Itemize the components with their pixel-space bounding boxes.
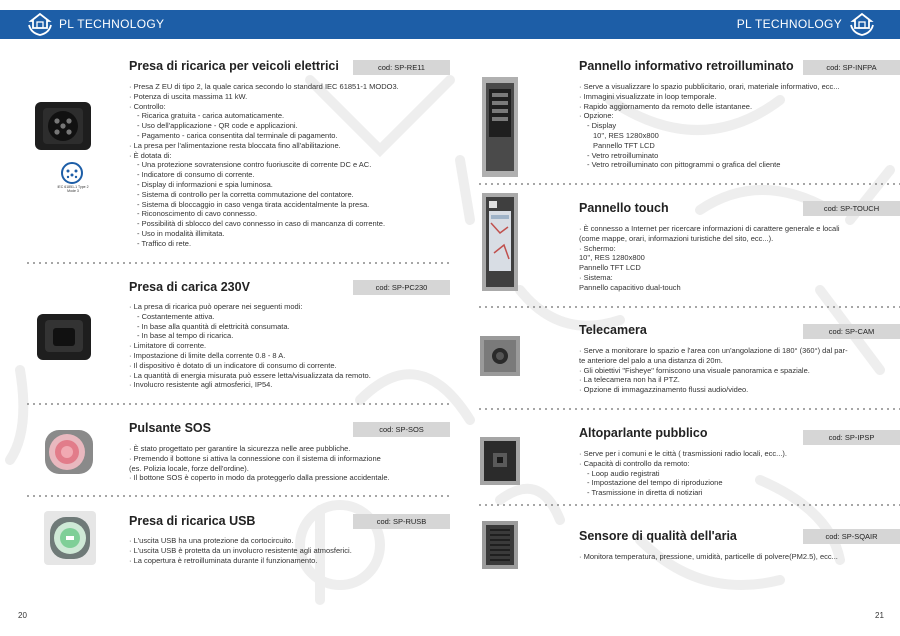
- header-right: [450, 10, 900, 39]
- house-hands-logo-icon: [27, 11, 53, 37]
- description-line: - Vetro retroilluminato con pittogrammi o grafica del cliente: [587, 160, 781, 170]
- usb-socket-icon: [42, 509, 98, 567]
- house-hands-logo-icon: [849, 11, 875, 37]
- product-code: cod: SP-PC230: [353, 280, 450, 295]
- section-description: [579, 346, 848, 395]
- description-line: 10'', RES 1280x800: [579, 253, 645, 263]
- description-line: · La presa per l'alimentazione resta bloccata fino all'abilitazione.: [129, 140, 341, 150]
- description-line: · Immagini visualizzate in loop temporale.: [579, 91, 717, 101]
- description-line: - Ricarica gratuita - carica automaticamente.: [137, 111, 285, 121]
- description-line: · Rapido aggiornamento da remoto delle istantanee.: [579, 101, 753, 111]
- description-line: te anteriore del palo a una distanza di 20m.: [579, 355, 723, 365]
- section-title: Pannello touch: [579, 201, 669, 215]
- product-code: cod: SP-RUSB: [353, 514, 450, 529]
- product-code: cod: SP-SQAIR: [803, 529, 900, 544]
- page-number: 21: [875, 611, 884, 620]
- section-description: [579, 82, 840, 170]
- section-divider: [25, 495, 450, 497]
- product-code: cod: SP-INFPA: [803, 60, 900, 75]
- description-line: · È stato progettato per garantire la sicurezza nelle aree pubbliche.: [129, 444, 351, 453]
- section-description: [129, 536, 352, 565]
- section-divider: [25, 403, 450, 405]
- description-line: - Display: [587, 121, 617, 131]
- section-title: Pannello informativo retroilluminato: [579, 59, 794, 73]
- brand-name: PL TECHNOLOGY: [736, 17, 842, 31]
- description-line: · La presa di ricarica può operare nei seguenti modi:: [129, 302, 303, 311]
- description-line: - Loop audio registrati: [587, 468, 660, 478]
- description-line: - Pagamento - carica consentita dal terminale di pagamento.: [137, 130, 338, 140]
- description-line: - Una protezione sovratensione contro fuoriuscite di corrente DC e AC.: [137, 160, 372, 170]
- product-code: cod: SP-TOUCH: [803, 201, 900, 216]
- description-line: · Limitatore di corrente.: [129, 341, 207, 351]
- description-line: - Display di informazioni e spia luminosa.: [137, 179, 273, 189]
- description-line: · Il dispositivo è dotato di un indicatore di consumo di corrente.: [129, 360, 337, 370]
- description-line: · Premendo il bottone si attiva la connessione con il sistema di informazione: [129, 453, 381, 463]
- section-description: [129, 444, 390, 483]
- description-line: Pannello TFT LCD: [579, 263, 641, 273]
- description-line: · L'uscita USB è protetta da un involucro resistente agli atmosferici.: [129, 545, 352, 555]
- section-divider: [477, 306, 900, 308]
- section-title: Telecamera: [579, 323, 647, 337]
- description-line: - Impostazione del tempo di riproduzione: [587, 478, 723, 488]
- camera-icon: [479, 336, 521, 376]
- section-title: Altoparlante pubblico: [579, 426, 708, 440]
- description-line: - In base alla quantità di elettricità consumata.: [137, 321, 290, 331]
- description-line: · Il bottone SOS è coperto in modo da proteggerlo dalla pressione accidentale.: [129, 473, 390, 483]
- description-line: · La quantità di energia misurata può essere letta/visualizzata da remoto.: [129, 370, 371, 380]
- description-line: - Trasmissione in diretta di notiziari: [587, 488, 703, 498]
- page-number: 20: [18, 611, 27, 620]
- description-line: Pannello capacitivo dual-touch: [579, 282, 681, 292]
- sos-button-icon: [43, 428, 95, 476]
- description-line: · Sistema:: [579, 272, 613, 282]
- section-description: [579, 224, 840, 293]
- description-line: - Indicatore di consumo di corrente.: [137, 170, 255, 180]
- section-description: [129, 82, 399, 249]
- air-quality-sensor-icon: [480, 521, 520, 569]
- section-description: [579, 449, 787, 498]
- description-line: · Potenza di uscita massima 11 kW.: [129, 91, 248, 101]
- product-code: cod: SP-IPSP: [803, 430, 900, 445]
- type2-connector-badge-icon: [59, 162, 85, 184]
- description-line: (come mappe, orari, informazioni turistiche del sito, ecc...).: [579, 233, 774, 243]
- description-line: - Possibilità di sblocco del cavo connesso in caso di mancanza di corrente.: [137, 219, 386, 229]
- description-line: 10'', RES 1280x800: [593, 130, 659, 140]
- section-divider: [25, 262, 450, 264]
- section-title: Sensore di qualità dell'aria: [579, 529, 737, 543]
- section-title: Pulsante SOS: [129, 421, 211, 435]
- description-line: · Serve a monitorare lo spazio e l'area con un'angolazione di 180° (360°) dal par-: [579, 346, 848, 355]
- description-line: - Sistema di controllo per la corretta commutazione del contatore.: [137, 189, 354, 199]
- power-socket-icon: [33, 312, 95, 362]
- section-divider: [477, 408, 900, 410]
- product-code: cod: SP-SOS: [353, 422, 450, 437]
- description-line: · Involucro resistente agli atmosferici, IP54.: [129, 380, 273, 390]
- section-description: [579, 552, 838, 562]
- section-title: Presa di carica 230V: [129, 280, 250, 294]
- section-description: [129, 302, 371, 390]
- description-line: · Gli obiettivi "Fisheye" forniscono una visuale panoramica e spaziale.: [579, 365, 810, 375]
- section-title: Presa di ricarica USB: [129, 514, 256, 528]
- product-code: cod: SP-RE11: [353, 60, 450, 75]
- section-divider: [477, 183, 900, 185]
- description-line: - Vetro retroilluminato: [587, 150, 659, 160]
- description-line: - In base al tempo di ricarica.: [137, 331, 234, 341]
- description-line: · La copertura è retroilluminata durante il funzionamento.: [129, 555, 318, 565]
- description-line: · Serve a visualizzare lo spazio pubblicitario, orari, materiale informativo, ecc...: [579, 82, 840, 91]
- description-line: · La telecamera non ha il PTZ.: [579, 375, 680, 385]
- description-line: · Opzione:: [579, 111, 614, 121]
- section-title: Presa di ricarica per veicoli elettrici: [129, 59, 339, 73]
- description-line: · Opzione di immagazzinamento flussi audio/video.: [579, 385, 749, 395]
- description-line: - Uso in modalità illimitata.: [137, 228, 225, 238]
- backlit-info-panel-icon: [480, 77, 520, 177]
- description-line: · Controllo:: [129, 101, 166, 111]
- description-line: - Uso dell'applicazione - QR code e applicazioni.: [137, 121, 298, 131]
- section-divider: [477, 504, 900, 506]
- touch-panel-icon: [480, 193, 520, 291]
- product-code: cod: SP-CAM: [803, 324, 900, 339]
- description-line: Pannello TFT LCD: [593, 140, 655, 150]
- badge-caption: IEC 61851-1 Type 2 Mode 3: [57, 185, 89, 193]
- header-left: [0, 10, 450, 39]
- description-line: · Capacità di controllo da remoto:: [579, 458, 690, 468]
- description-line: - Traffico di rete.: [137, 238, 192, 248]
- description-line: - Riconoscimento di cavo connesso.: [137, 209, 258, 219]
- description-line: · È dotata di:: [129, 150, 172, 160]
- description-line: · L'uscita USB ha una protezione da cortocircuito.: [129, 536, 294, 545]
- description-line: · Presa Z EU di tipo 2, la quale carica secondo lo standard IEC 61851-1 MODO3.: [129, 82, 399, 91]
- description-line: · Monitora temperatura, pressione, umidità, particelle di polvere(PM2.5), ecc...: [579, 552, 838, 561]
- description-line: · Impostazione di limite della corrente 0.8 - 8 A.: [129, 350, 286, 360]
- description-line: (es. Polizia locale, forze dell'ordine).: [129, 463, 249, 473]
- brand-name: PL TECHNOLOGY: [59, 17, 165, 31]
- description-line: · Serve per i comuni e le città ( trasmissioni radio locali, ecc...).: [579, 449, 787, 458]
- description-line: · Schermo:: [579, 243, 616, 253]
- description-line: · È connesso a Internet per ricercare informazioni di carattere generale e locali: [579, 224, 840, 233]
- ev-charging-socket-icon: [33, 98, 93, 154]
- description-line: - Costantemente attiva.: [137, 311, 215, 321]
- speaker-icon: [479, 437, 521, 485]
- description-line: - Sistema di bloccaggio in caso venga tirata accidentalmente la presa.: [137, 199, 370, 209]
